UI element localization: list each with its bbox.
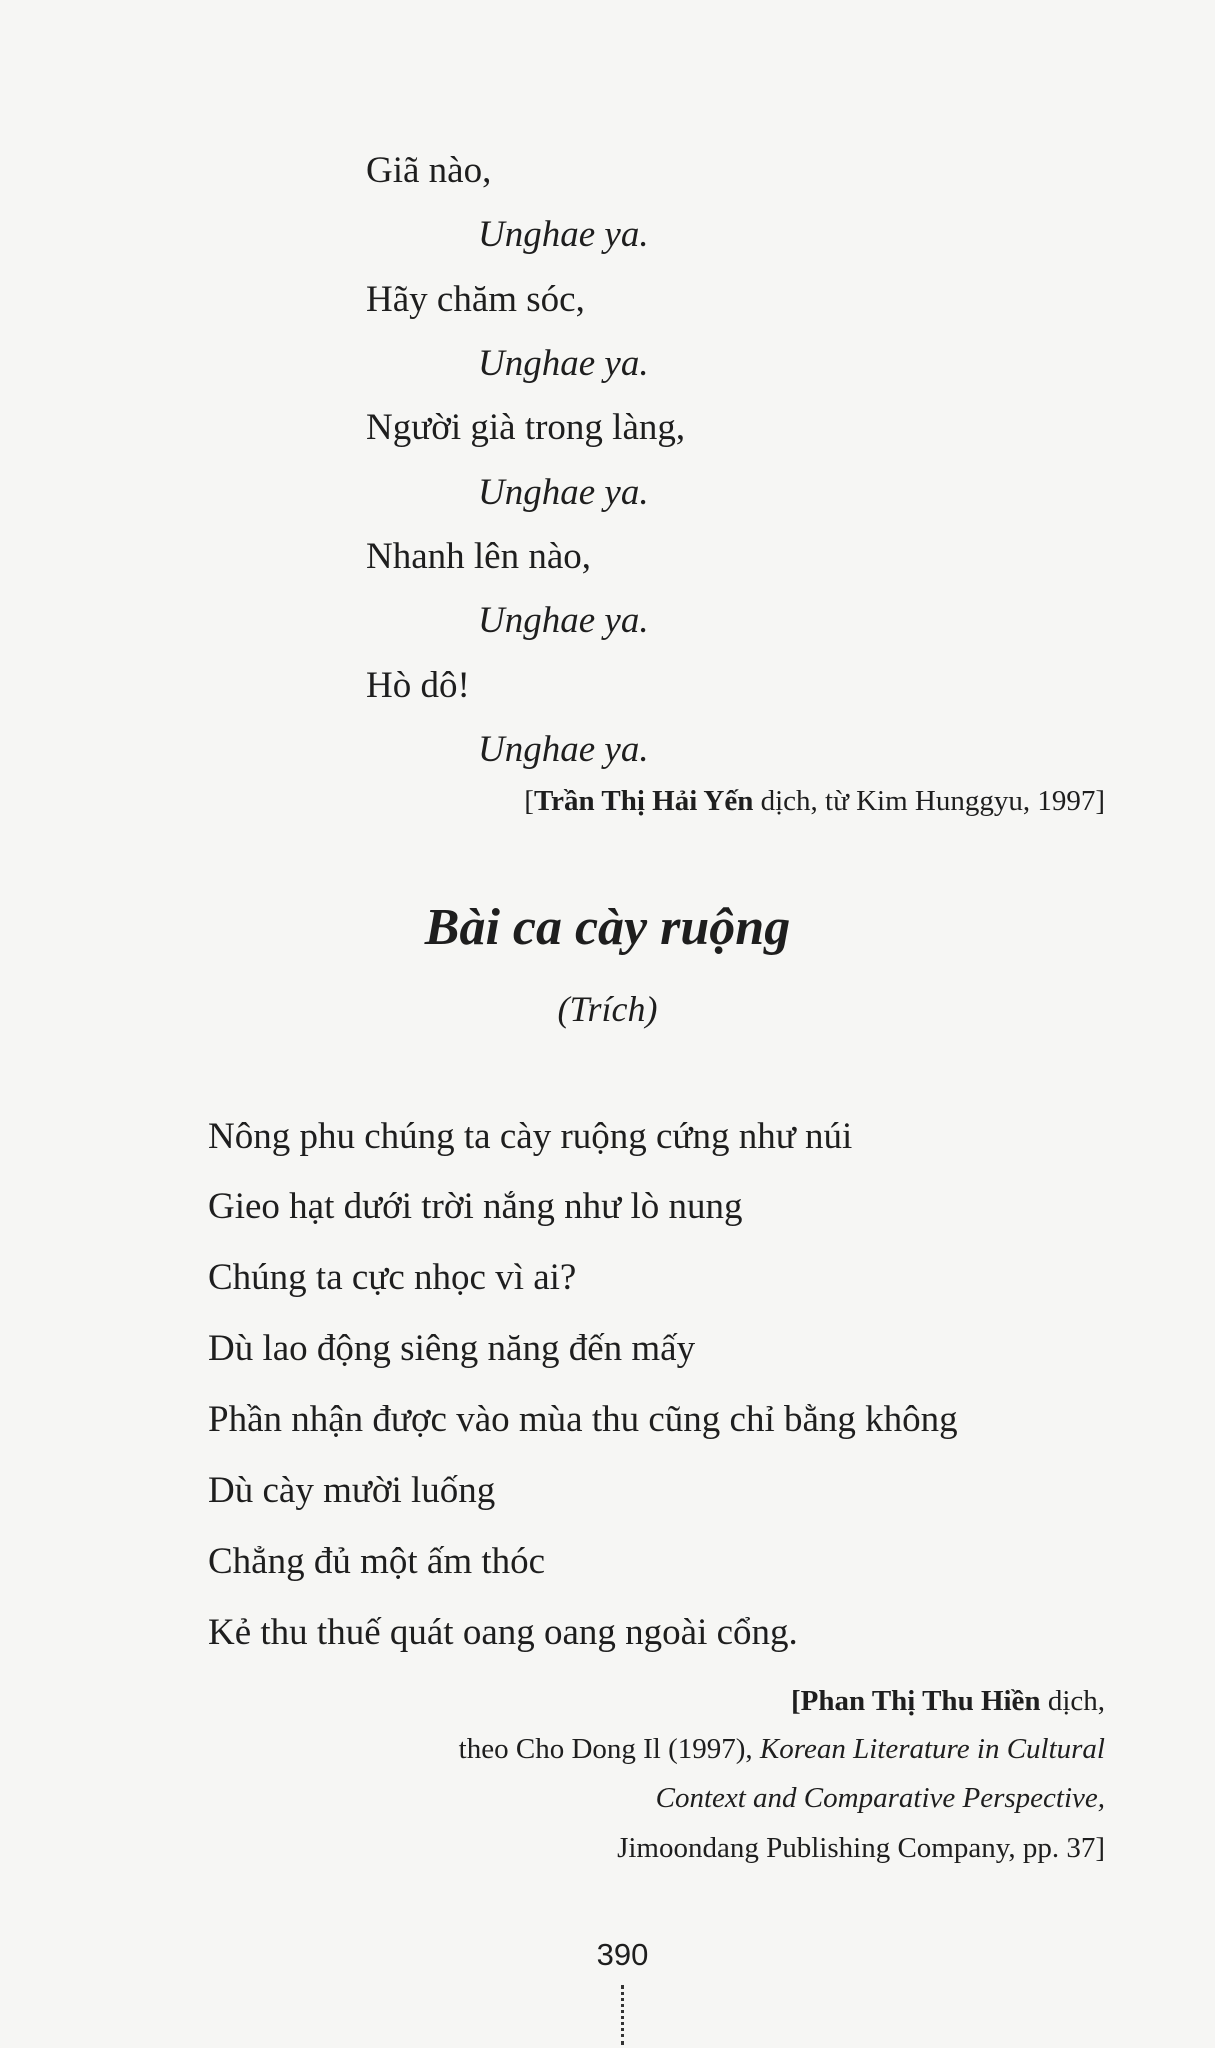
poem-line: Nông phu chúng ta cày ruộng cứng như núi — [208, 1116, 853, 1157]
verse-refrain: Unghae ya. — [478, 214, 649, 255]
translator-name: Trần Thị Hải Yến — [533, 785, 754, 817]
poem-line: Phần nhận được vào mùa thu cũng chỉ bằng không — [208, 1399, 958, 1440]
poem-line: Dù lao động siêng năng đến mấy — [208, 1328, 696, 1369]
attribution-line: theo Cho Dong Il (1997), Korean Literature in Cultural — [458, 1733, 1105, 1765]
poem-line: Chẳng đủ một ấm thóc — [208, 1541, 546, 1582]
verse-line: Giã nào, — [366, 150, 492, 191]
attribution-line: [Phan Thị Thu Hiền dịch, — [790, 1685, 1105, 1717]
verse-refrain: Unghae ya. — [478, 472, 649, 513]
song1-attribution: [Trần Thị Hải Yến dịch, từ Kim Hunggyu, 1997] — [524, 785, 1105, 817]
dotted-divider — [621, 1985, 624, 2045]
verse-line: Người già trong làng, — [366, 407, 686, 448]
verse-line: Nhanh lên nào, — [366, 536, 592, 577]
poem-line: Kẻ thu thuế quát oang oang ngoài cổng. — [208, 1612, 798, 1653]
poem-subtitle: (Trích) — [557, 989, 658, 1029]
book-title: Context and Comparative Perspective, — [655, 1782, 1105, 1814]
page-number: 390 — [596, 1937, 649, 1972]
attribution-line: Jimoondang Publishing Company, pp. 37] — [617, 1832, 1105, 1864]
poem-line: Dù cày mười luống — [208, 1470, 496, 1511]
translator-name: [Phan Thị Thu Hiền — [790, 1685, 1041, 1717]
poem-line: Chúng ta cực nhọc vì ai? — [208, 1257, 577, 1298]
verse-line: Hò dô! — [366, 665, 470, 706]
verse-refrain: Unghae ya. — [478, 343, 649, 384]
verse-refrain: Unghae ya. — [478, 729, 649, 770]
verse-refrain: Unghae ya. — [478, 600, 649, 641]
verse-line: Hãy chăm sóc, — [366, 279, 585, 320]
book-title: Korean Literature in Cultural — [759, 1733, 1105, 1765]
poem-title: Bài ca cày ruộng — [424, 899, 791, 956]
poem-line: Gieo hạt dưới trời nắng như lò nung — [208, 1186, 743, 1227]
